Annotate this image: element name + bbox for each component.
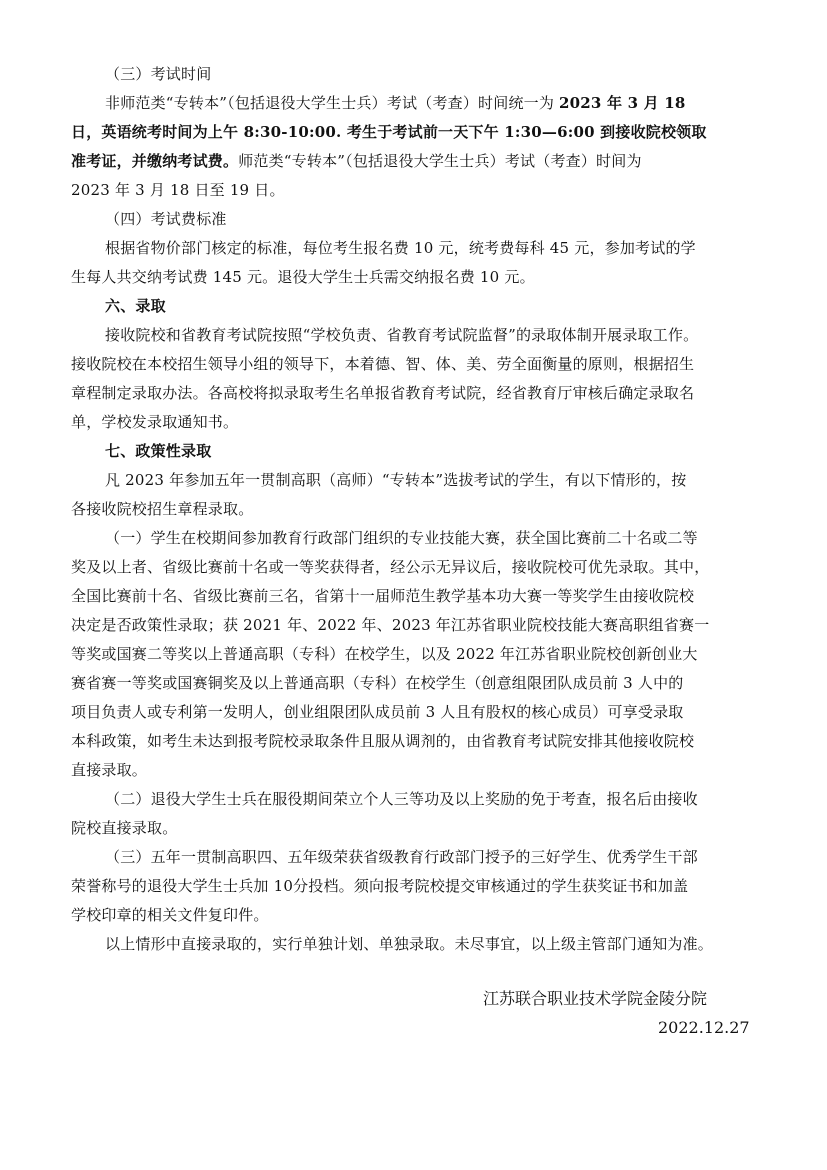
paragraph-line: 赛省赛一等奖或国赛铜奖及以上普通高职（专科）在校学生（创意组限团队成员前 3 人中的 (71, 674, 684, 692)
paragraph-line: 接收院校在本校招生领导小组的领导下，本着德、智、体、美、劳全面衡量的原则，根据招生 (71, 355, 695, 373)
paragraph-line: 以上情形中直接录取的，实行单独计划、单独录取。未尽事宜，以上级主管部门通知为准。 (105, 935, 714, 953)
signature-date: 2022.12.27 (658, 1018, 750, 1037)
chapter-heading: 七、政策性录取 (105, 442, 212, 460)
paragraph-line: （三）五年一贯制高职四、五年级荣获省级教育行政部门授予的三好学生、优秀学生干部 (105, 848, 698, 866)
paragraph-line: 根据省物价部门核定的标准，每位考生报名费 10 元，统考费每科 45 元，参加考试的学 (105, 239, 696, 257)
paragraph-line: 各接收院校招生章程录取。 (71, 500, 254, 518)
paragraph-line: 本科政策，如考生未达到报考院校录取条件且服从调剂的，由省教育考试院安排其他接收院校 (71, 732, 695, 750)
signature-organization: 江苏联合职业技术学院金陵分院 (483, 989, 708, 1008)
paragraph-line: 生每人共交纳考试费 145 元。退役大学生士兵需交纳报名费 10 元。 (71, 268, 535, 286)
paragraph-line: 准考证，并缴纳考试费。师范类“专转本”（包括退役大学生士兵）考试（考查）时间为 (71, 152, 642, 170)
paragraph-line: 接收院校和省教育考试院按照“学校负责、省教育考试院监督”的录取体制开展录取工作。 (105, 326, 699, 344)
section-heading: （三）考试时间 (105, 65, 212, 83)
paragraph-line: 奖及以上者、省级比赛前十名或一等奖获得者，经公示无异议后，接收院校可优先录取。其中， (71, 558, 710, 576)
paragraph-line: 日，英语统考时间为上午 8:30-10:00. 考生于考试前一天下午 1:30—6:00 到接收院校领取 (71, 123, 707, 141)
paragraph-line: 单，学校发录取通知书。 (71, 413, 239, 431)
paragraph-line: 学校印章的相关文件复印件。 (71, 906, 269, 924)
paragraph-line: 2023 年 3 月 18 日至 19 日。 (71, 181, 285, 199)
paragraph-line: （一）学生在校期间参加教育行政部门组织的专业技能大赛，获全国比赛前二十名或二等 (105, 529, 698, 547)
paragraph-line: 全国比赛前十名、省级比赛前三名，省第十一届师范生教学基本功大赛一等奖学生由接收院校 (71, 587, 695, 605)
section-heading: （四）考试费标准 (105, 210, 227, 228)
paragraph-line: 院校直接录取。 (71, 819, 178, 837)
paragraph-line: （二）退役大学生士兵在服役期间荣立个人三等功及以上奖励的免于考查，报名后由接收 (105, 790, 698, 808)
paragraph-line: 决定是否政策性录取；获 2021 年、2022 年、2023 年江苏省职业院校技能大赛高职组省赛一 (71, 616, 710, 634)
paragraph-line: 等奖或国赛二等奖以上普通高职（专科）在校学生，以及 2022 年江苏省职业院校创新创业大 (71, 645, 698, 663)
paragraph-line: 直接录取。 (71, 761, 148, 779)
paragraph-line: 章程制定录取办法。各高校将拟录取考生名单报省教育考试院，经省教育厅审核后确定录取名 (71, 384, 695, 402)
paragraph-line: 项目负责人或专利第一发明人，创业组限团队成员前 3 人且有股权的核心成员）可享受录取 (71, 703, 684, 721)
paragraph-line: 荣誉称号的退役大学生士兵加 10分投档。须向报考院校提交审核通过的学生获奖证书和加盖 (71, 877, 689, 895)
chapter-heading: 六、录取 (105, 297, 166, 315)
paragraph-line: 非师范类“专转本”（包括退役大学生士兵）考试（考查）时间统一为 2023 年 3 月 18 (105, 94, 686, 112)
paragraph-line: 凡 2023 年参加五年一贯制高职（高师）“专转本”选拔考试的学生，有以下情形的，按 (105, 471, 687, 489)
